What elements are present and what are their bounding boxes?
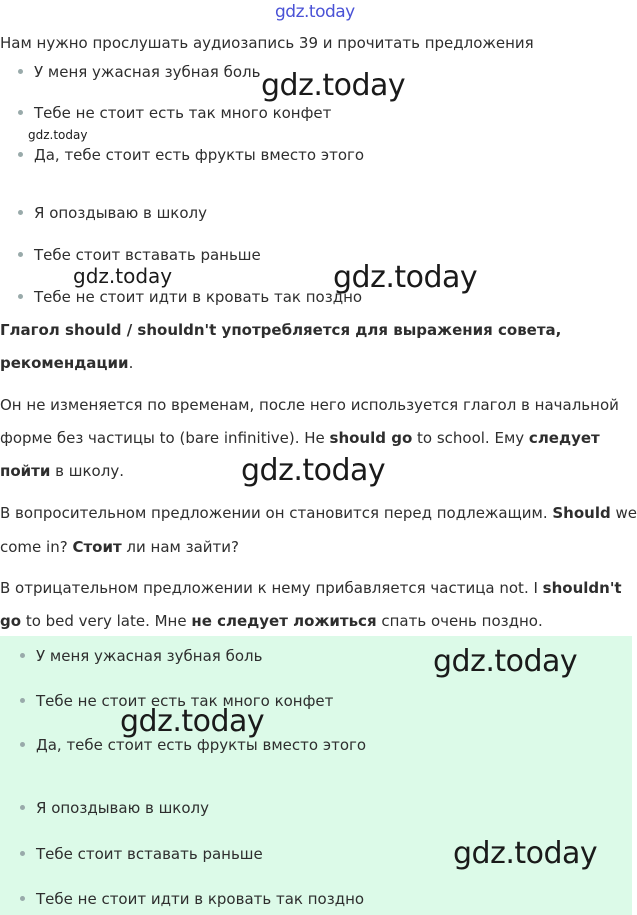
p3-bold: go: [0, 612, 22, 630]
list-item: [20, 889, 364, 909]
bullet-icon: [18, 152, 23, 157]
list-item: [20, 844, 263, 864]
bullet-icon: [20, 698, 25, 703]
list-item-text: У меня ужасная зубная боль: [34, 63, 261, 81]
list-item-text: Тебе не стоит есть так много конфет: [34, 104, 332, 122]
p1-text: в школу.: [50, 462, 124, 480]
list-item-text: Да, тебе стоит есть фрукты вместо этого: [34, 146, 365, 164]
list-item-text: Я опоздываю в школу: [36, 799, 210, 817]
p3-text: спать очень поздно.: [376, 612, 543, 630]
bullet-icon: [18, 110, 23, 115]
watermark: gdz.today: [241, 453, 386, 488]
list-item: [20, 798, 209, 818]
p1-text: to school. Ему: [412, 429, 529, 447]
watermark-top: gdz.today: [275, 2, 355, 22]
watermark: gdz.today: [333, 260, 478, 295]
p2-line-1: [0, 503, 637, 523]
p2-text: ли нам зайти?: [121, 538, 239, 556]
p2-text: come in?: [0, 538, 73, 556]
bullet-icon: [18, 69, 23, 74]
p3-bold: shouldn't: [542, 579, 622, 597]
bullet-icon: [18, 210, 23, 215]
list-item: [18, 287, 362, 307]
list-item: [18, 62, 260, 82]
list-item: [20, 646, 262, 666]
p1-bold: should go: [329, 429, 413, 447]
watermark: gdz.today: [73, 264, 173, 288]
list-item-text: Тебе стоит вставать раньше: [36, 845, 263, 863]
list-item-text: Тебе не стоит идти в кровать так поздно: [36, 890, 365, 908]
intro-text: Нам нужно прослушать аудиозапись 39 и прочитать предложения: [0, 34, 534, 52]
list-item-text: У меня ужасная зубная боль: [36, 647, 263, 665]
watermark: gdz.today: [261, 68, 406, 103]
rule-line-1: Глагол should / shouldn't употребляется для выражения совета,: [0, 321, 562, 339]
p2-bold: Стоит: [72, 538, 122, 556]
bullet-icon: [18, 294, 23, 299]
list-item-text: Тебе не стоит идти в кровать так поздно: [34, 288, 363, 306]
p3-text: to bed very late. Мне: [21, 612, 192, 630]
list-item-text: Да, тебе стоит есть фрукты вместо этого: [36, 736, 367, 754]
p2-text: we: [610, 504, 637, 522]
bullet-icon: [20, 742, 25, 747]
list-item-text: Я опоздываю в школу: [34, 204, 208, 222]
list-item-text: Тебе не стоит есть так много конфет: [36, 692, 334, 710]
p2-line-2: [0, 537, 239, 557]
p1-bold: пойти: [0, 462, 51, 480]
p2-bold: Should: [552, 504, 611, 522]
watermark-small: gdz.today: [28, 128, 88, 142]
rule-line-2: [0, 353, 133, 373]
watermark: gdz.today: [453, 836, 598, 871]
bullet-icon: [20, 653, 25, 658]
p1-line-1: Он не изменяется по временам, после него используется глагол в начальной: [0, 396, 619, 414]
rule-line-2-end: .: [128, 354, 134, 372]
watermark: gdz.today: [120, 704, 265, 739]
list-item: [18, 145, 364, 165]
p3-bold: не следует ложиться: [191, 612, 377, 630]
p1-line-3: [0, 461, 124, 481]
rule-line-2-text: рекомендации: [0, 354, 129, 372]
p1-line-2: [0, 428, 600, 448]
p3-line-2: [0, 611, 543, 631]
p3-line-1: [0, 578, 622, 598]
bullet-icon: [20, 896, 25, 901]
p2-text: В вопросительном предложении он становится перед подлежащим.: [0, 504, 553, 522]
p1-bold: следует: [528, 429, 600, 447]
p3-text: В отрицательном предложении к нему прибавляется частица not. I: [0, 579, 543, 597]
bullet-icon: [20, 851, 25, 856]
list-item-text: Тебе стоит вставать раньше: [34, 246, 261, 264]
list-item: [18, 103, 331, 123]
bullet-icon: [20, 805, 25, 810]
watermark: gdz.today: [433, 644, 578, 679]
list-item: [18, 203, 207, 223]
p1-text: форме без частицы to (bare infinitive). Не: [0, 429, 330, 447]
bullet-icon: [18, 252, 23, 257]
list-item: [18, 245, 261, 265]
